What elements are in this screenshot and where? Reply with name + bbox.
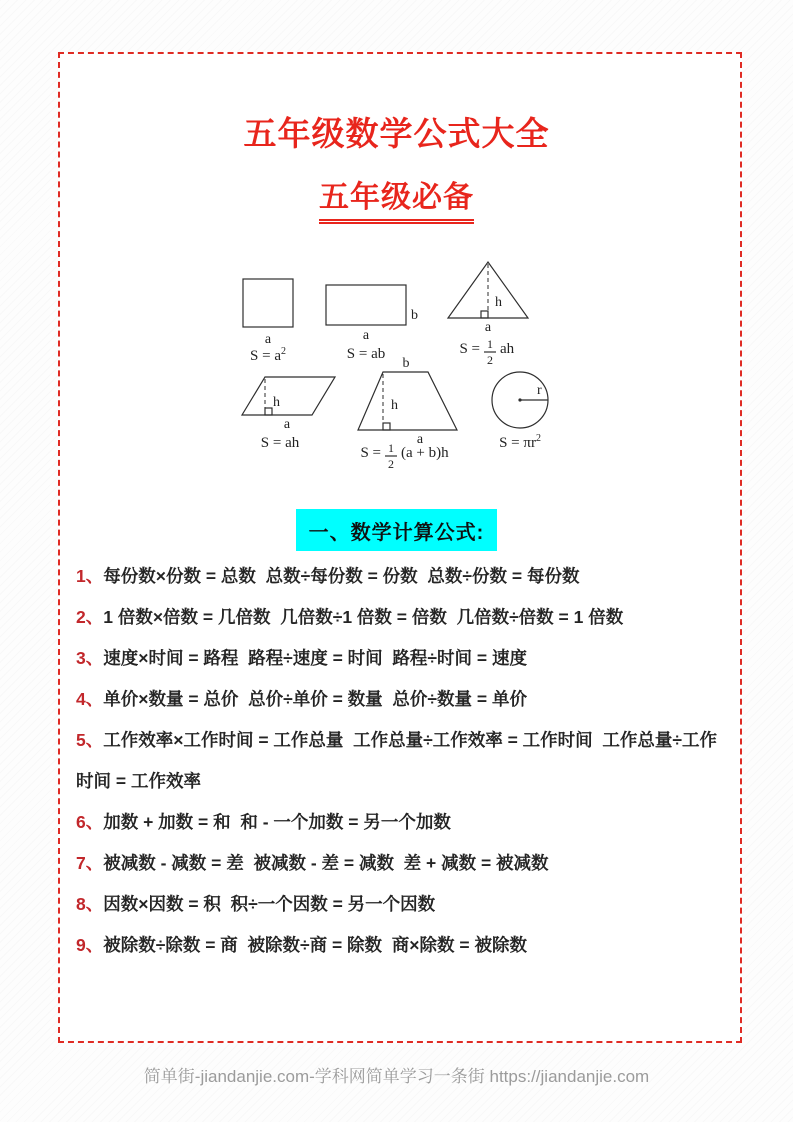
page-title: 五年级数学公式大全 <box>243 115 550 152</box>
square-area-formula: $S = a^2$ <box>250 346 286 364</box>
footer-credit: 简单街-jiandanjie.com-学科网简单学习一条街 https://jiandanjie.com <box>143 1067 650 1086</box>
page-subtitle-row <box>0 172 793 224</box>
section-heading-row <box>0 509 793 551</box>
item-number: 2、 <box>76 607 104 627</box>
list-item <box>76 597 720 638</box>
circle-radius-label: r <box>537 383 542 398</box>
item-text: 每份数×份数 = 总数 总数÷每份数 = 份数 总数÷份数 = 每份数 <box>103 566 580 586</box>
parallelogram-height-label: h <box>273 395 280 410</box>
svg-text:1: 1 <box>487 337 493 351</box>
item-number: 4、 <box>76 689 104 709</box>
triangle-base-label: a <box>484 320 492 335</box>
item-number: 1、 <box>76 566 104 586</box>
parallelogram-figure <box>242 377 335 451</box>
svg-text:2: 2 <box>388 457 394 471</box>
item-number: 8、 <box>76 894 104 914</box>
circle-area-formula: $S = \pi r^2$ <box>499 433 541 451</box>
svg-text:S =: S = <box>360 445 381 461</box>
trapezoid-base-label: a <box>416 432 424 447</box>
item-text: 工作效率×工作时间 = 工作总量 工作总量÷工作效率 = 工作时间 工作总量÷工作时间 = 工作效率 <box>76 730 717 791</box>
list-item <box>76 843 720 884</box>
svg-text:1: 1 <box>388 441 394 455</box>
item-text: 加数 + 加数 = 和 和 - 一个加数 = 另一个加数 <box>103 812 451 832</box>
area-formula-figure <box>224 257 574 472</box>
item-text: 1 倍数×倍数 = 几倍数 几倍数÷1 倍数 = 倍数 几倍数÷倍数 = 1 倍数 <box>103 607 624 627</box>
svg-text:2: 2 <box>487 353 493 367</box>
formula-list <box>76 556 720 966</box>
rectangle-height-label: b <box>411 308 418 323</box>
list-item <box>76 679 720 720</box>
trapezoid-area-formula <box>360 441 449 471</box>
item-number: 7、 <box>76 853 104 873</box>
list-item <box>76 884 720 925</box>
trapezoid-figure <box>358 356 457 471</box>
triangle-figure <box>448 262 528 367</box>
item-text: 速度×时间 = 路程 路程÷速度 = 时间 路程÷时间 = 速度 <box>103 648 527 668</box>
list-item <box>76 925 720 966</box>
svg-text:ah: ah <box>500 341 515 357</box>
item-text: 被减数 - 减数 = 差 被减数 - 差 = 减数 差 + 减数 = 被减数 <box>103 853 549 873</box>
item-number: 5、 <box>76 730 104 750</box>
item-number: 3、 <box>76 648 104 668</box>
item-text: 被除数÷除数 = 商 被除数÷商 = 除数 商×除数 = 被除数 <box>103 935 527 955</box>
page-subtitle: 五年级必备 <box>319 172 474 224</box>
triangle-height-label: h <box>495 295 502 310</box>
trapezoid-top-label: b <box>402 356 410 371</box>
parallelogram-area-formula: S = ah <box>260 435 300 451</box>
item-text: 单价×数量 = 总价 总价÷单价 = 数量 总价÷数量 = 单价 <box>103 689 527 709</box>
svg-text:(a + b)h: (a + b)h <box>401 445 449 461</box>
square-side-label: a <box>264 332 272 347</box>
item-number: 6、 <box>76 812 104 832</box>
circle-figure <box>492 372 548 451</box>
rectangle-width-label: a <box>362 328 370 343</box>
svg-text:S =: S = <box>459 341 480 357</box>
item-text: 因数×因数 = 积 积÷一个因数 = 另一个因数 <box>103 894 436 914</box>
list-item <box>76 638 720 679</box>
rectangle-area-formula: S = ab <box>346 346 386 362</box>
triangle-area-formula <box>459 337 514 367</box>
parallelogram-base-label: a <box>283 417 291 432</box>
item-number: 9、 <box>76 935 104 955</box>
list-item <box>76 720 720 802</box>
list-item <box>76 556 720 597</box>
square-figure <box>243 279 293 364</box>
list-item <box>76 802 720 843</box>
section-heading: 一、数学计算公式: <box>296 509 498 551</box>
rectangle-figure <box>326 285 418 362</box>
trapezoid-height-label: h <box>391 398 398 413</box>
